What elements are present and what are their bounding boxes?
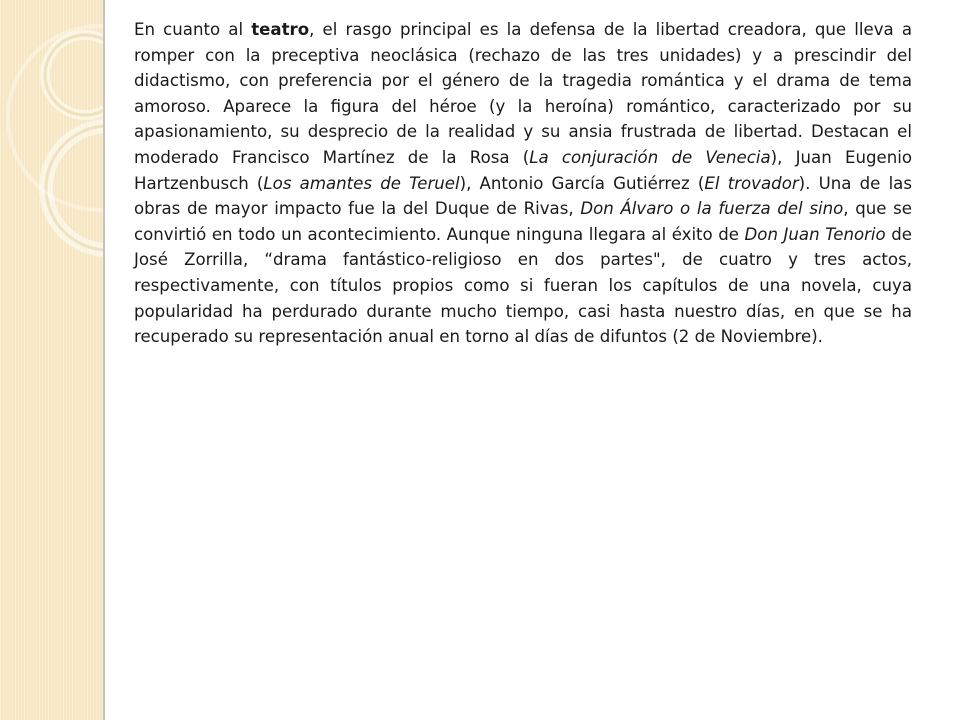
work-title-don-alvaro: Don Álvaro o la fuerza del sino <box>580 199 844 219</box>
work-title-trovador: El trovador <box>704 173 799 193</box>
work-title-venecia: La conjuración de Venecia <box>529 147 771 167</box>
work-title-teruel: Los amantes de Teruel <box>263 173 460 193</box>
text-span: ). Una de las obras de mayor impacto fue la del Duque de Rivas, <box>134 173 912 219</box>
text-span: , que se convirtió en todo un acontecimiento. Aunque ninguna llegara al éxito de <box>134 199 912 244</box>
work-title-tenorio: Don Juan Tenorio <box>744 224 886 244</box>
text-span: En cuanto al <box>134 20 252 39</box>
slide-body-text <box>134 17 912 350</box>
text-span: ), Juan Eugenio Hartzenbusch ( <box>134 147 912 193</box>
emphasis-teatro: teatro <box>251 20 310 39</box>
decorative-rings-icon <box>0 0 105 720</box>
text-span: de José Zorrilla, “drama fantástico-religioso en dos partes", de cuatro y tres actos, respectivamente, con títulos propios como si fueran los capítulos de una novela, cuya popularidad ha perdurado durante mucho tiempo, casi hasta nuestro días, en que se ha recuperado su representación anual en torno al días de difuntos (2 de Noviembre). <box>134 224 912 347</box>
text-span: , el rasgo principal es la defensa de la libertad creadora, que lleva a romper con la preceptiva neoclásica (rechazo de las tres unidades) y a prescindir del didactismo, con preferencia por el género de la tragedia romántica y el drama de tema amoroso. Aparece la figura del héroe (y la heroína) romántico, caracterizado por su apasionamiento, su desprecio de la realidad y su ansia frustrada de libertad. Destacan el moderado Francisco Martínez de la Rosa ( <box>134 20 913 167</box>
decorative-sidebar <box>0 0 105 720</box>
text-span: ), Antonio García Gutiérrez ( <box>459 173 705 193</box>
